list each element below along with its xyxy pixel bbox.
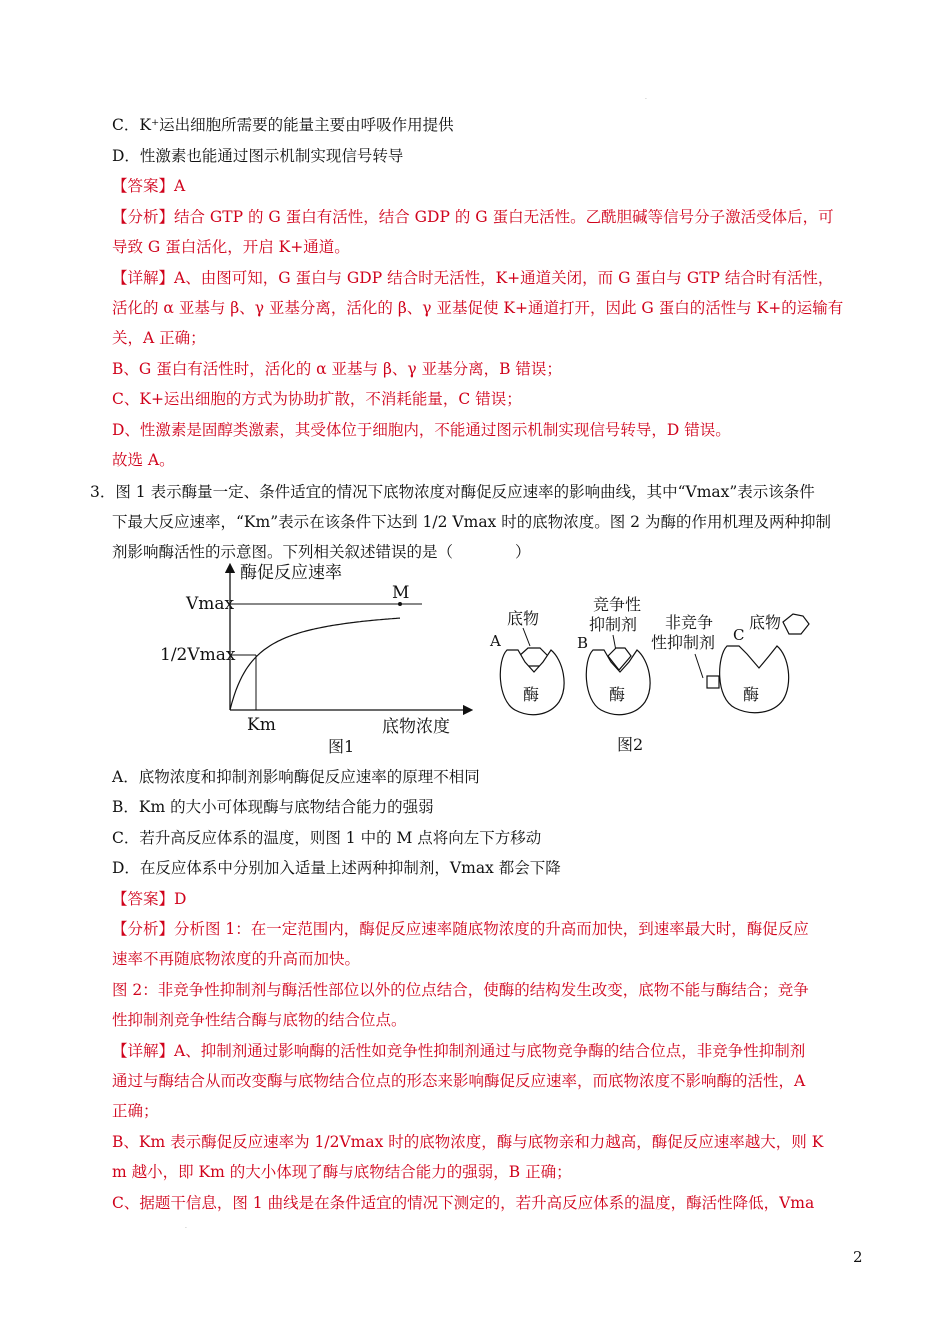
prev-detail-d: D、性激素是固醇类激素，其受体位于细胞内，不能通过图示机制实现信号转导，D 错误。: [112, 421, 731, 439]
prev-detail-line: 关，A 正确；: [112, 329, 206, 347]
q3-analysis-line: 速率不再随底物浓度的升高而加快。: [112, 950, 361, 968]
noncompetitive-label-1: 非竞争: [665, 613, 714, 632]
q3-analysis-line: 图 2：非竞争性抑制剂与酶活性部位以外的位点结合，使酶的结构发生改变，底物不能与酶结合；竞争: [112, 981, 809, 999]
prev-answer: 【答案】A: [112, 177, 186, 195]
prev-analysis-line: 导致 G 蛋白活化，开启 K+通道。: [112, 238, 350, 256]
prev-option-c: C．K⁺运出细胞所需要的能量主要由呼吸作用提供: [112, 116, 454, 134]
substrate-pointer: [523, 628, 530, 646]
noncompetitive-inhibitor-shape: [707, 676, 719, 688]
noncompetitive-label-2: 性抑制剂: [651, 633, 716, 652]
q3-detail-line: 【详解】A、抑制剂通过影响酶的活性如竞争性抑制剂通过与底物竞争酶的结合位点，非竞争性抑制剂: [112, 1042, 806, 1060]
substrate-c-label: 底物: [749, 613, 782, 632]
point-m-label: M: [392, 583, 410, 603]
prev-analysis-line: 【分析】结合 GTP 的 G 蛋白有活性，结合 GDP 的 G 蛋白无活性。乙酰胆碱等信号分子激活受体后，可: [112, 208, 834, 226]
enzyme-b-label: 酶: [609, 685, 626, 704]
q3-detail-b: B、Km 表示酶促反应速率为 1/2Vmax 时的底物浓度，酶与底物亲和力越高，酶促反应速率越大，则 K: [112, 1133, 824, 1151]
q3-stem-line: 下最大反应速率，“Km”表示在该条件下达到 1/2 Vmax 时的底物浓度。图 2 为酶的作用机理及两种抑制: [112, 513, 831, 531]
q3-analysis-line: 性抑制剂竞争性结合酶与底物的结合位点。: [112, 1011, 407, 1029]
scan-dot: ·: [645, 96, 647, 103]
prev-option-d: D．性激素也能通过图示机制实现信号转导: [112, 147, 404, 165]
y-axis-label: 酶促反应速率: [240, 563, 342, 583]
figure2-caption: 图2: [617, 735, 644, 754]
figure1-enzyme-rate-chart: [150, 560, 480, 760]
prev-detail-line: 活化的 α 亚基与 β、γ 亚基分离，活化的 β、γ 亚基促使 K+通道打开，因此 G 蛋白的活性与 K+的运输有: [112, 299, 844, 317]
q3-stem-line: 剂影响酶活性的示意图。下列相关叙述错误的是（ ）: [112, 543, 531, 561]
q3-option-d: D．在反应体系中分别加入适量上述两种抑制剂，Vmax 都会下降: [112, 859, 561, 877]
enzyme-c-label: 酶: [743, 685, 760, 704]
prev-detail-line: 【详解】A、由图可知，G 蛋白与 GDP 结合时无活性，K+通道关闭，而 G 蛋白与 GTP 结合时有活性，: [112, 269, 834, 287]
q3-detail-b: m 越小，即 Km 的大小体现了酶与底物结合能力的强弱，B 正确；: [112, 1163, 572, 1181]
q3-detail-c: C、据题干信息，图 1 曲线是在条件适宜的情况下测定的，若升高反应体系的温度，酶活性降低，Vma: [112, 1194, 815, 1212]
q3-option-b: B．Km 的大小可体现酶与底物结合能力的强弱: [112, 798, 434, 816]
panel-a-label: A: [490, 632, 501, 650]
q3-analysis-line: 【分析】分析图 1：在一定范围内，酶促反应速率随底物浓度的升高而加快，到速率最大时，酶促反应: [112, 920, 809, 938]
x-axis-label: 底物浓度: [382, 717, 450, 737]
substrate-c-shape: [783, 614, 809, 634]
panel-b-label: B: [577, 634, 589, 652]
q3-option-a: A．底物浓度和抑制剂影响酶促反应速率的原理不相同: [112, 768, 480, 786]
half-vmax-tick-label: 1/2Vmax: [160, 645, 236, 665]
q3-answer: 【答案】D: [112, 890, 187, 908]
panel-c-label: C: [733, 626, 745, 644]
q3-stem-line: 3．图 1 表示酶量一定、条件适宜的情况下底物浓度对酶促反应速率的影响曲线，其中“Vmax”表示该条件: [90, 483, 815, 501]
noncompetitive-pointer: [695, 654, 703, 678]
vmax-tick-label: Vmax: [186, 594, 235, 614]
q3-option-c: C．若升高反应体系的温度，则图 1 中的 M 点将向左下方移动: [112, 829, 542, 847]
prev-detail-c: C、K+运出细胞的方式为协助扩散，不消耗能量，C 错误；: [112, 390, 522, 408]
competitive-label-2: 抑制剂: [589, 615, 638, 634]
q3-detail-line: 通过与酶结合从而改变酶与底物结合位点的形态来影响酶促反应速率，而底物浓度不影响酶的活性，A: [112, 1072, 806, 1090]
enzyme-a-label: 酶: [523, 685, 540, 704]
q3-detail-line: 正确；: [112, 1102, 159, 1120]
figure1-caption: 图1: [328, 737, 355, 756]
prev-conclusion: 故选 A。: [112, 451, 175, 469]
substrate-label: 底物: [507, 609, 540, 628]
km-tick-label: Km: [247, 715, 276, 735]
prev-detail-b: B、G 蛋白有活性时，活化的 α 亚基与 β、γ 亚基分离，B 错误；: [112, 360, 562, 378]
page-number: 2: [853, 1248, 863, 1266]
scan-dot: ·: [185, 1225, 187, 1232]
figure2-inhibitor-diagram: [485, 590, 835, 755]
competitive-label-1: 竞争性: [593, 595, 642, 614]
